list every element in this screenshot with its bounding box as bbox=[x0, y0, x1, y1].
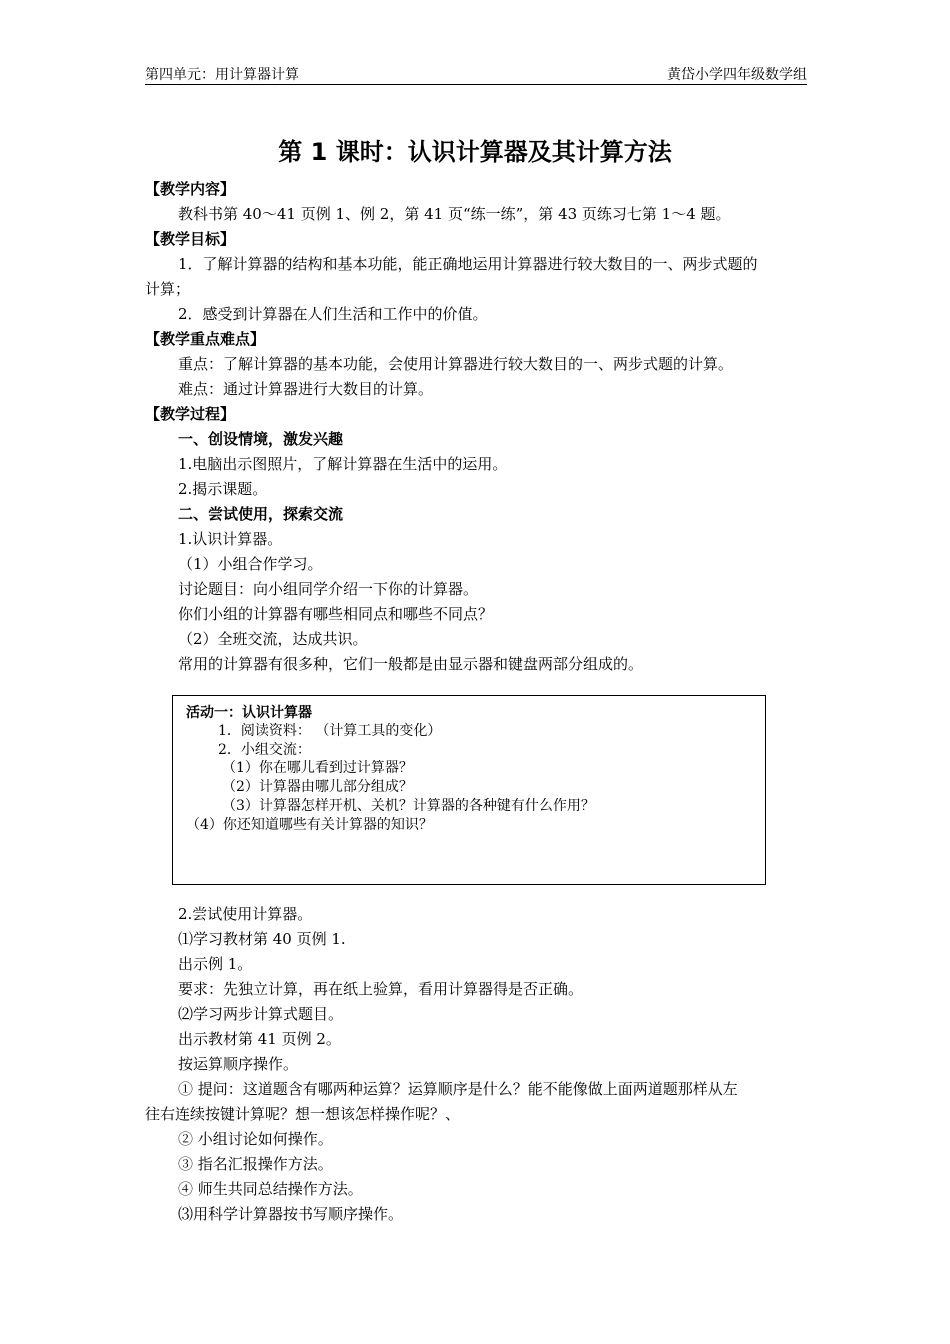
activity-title: 活动一：认识计算器 bbox=[186, 705, 312, 721]
after-item-10: ② 小组讨论如何操作。 bbox=[178, 1130, 333, 1148]
after-item-9: 往右连续按键计算呢？想一想该怎样操作呢？、 bbox=[145, 1105, 461, 1123]
section-2-item-2: （1）小组合作学习。 bbox=[178, 555, 323, 573]
key-point: 重点：了解计算器的基本功能，会使用计算器进行较大数目的一、两步式题的计算。 bbox=[178, 355, 734, 373]
after-item-3: 出示例 1。 bbox=[178, 955, 253, 973]
after-item-4: 要求：先独立计算，再在纸上验算，看用计算器得是否正确。 bbox=[178, 980, 584, 998]
heading-content: 【教学内容】 bbox=[145, 180, 236, 198]
lesson-title: 第 1 课时：认识计算器及其计算方法 bbox=[278, 138, 672, 166]
section-1-item-1: 1.电脑出示图照片，了解计算器在生活中的运用。 bbox=[178, 455, 508, 473]
paragraph-content: 教科书第 40～41 页例 1、例 2，第 41 页“练一练”，第 43 页练习七第 1～4 题。 bbox=[178, 205, 731, 223]
activity-line-3: （1）你在哪儿看到过计算器？ bbox=[222, 760, 413, 776]
heading-goals: 【教学目标】 bbox=[145, 230, 236, 248]
activity-line-5: （3）计算器怎样开机、关机？计算器的各种键有什么作用？ bbox=[222, 798, 595, 814]
after-item-8: ① 提问：这道题含有哪两种运算？运算顺序是什么？能不能像做上面两道题那样从左 bbox=[178, 1080, 738, 1098]
after-item-1: 2.尝试使用计算器。 bbox=[178, 905, 313, 923]
heading-process: 【教学过程】 bbox=[145, 405, 236, 423]
activity-line-1: 1．阅读资料： （计算工具的变化） bbox=[218, 723, 442, 739]
after-item-13: ⑶用科学计算器按书写顺序操作。 bbox=[178, 1205, 404, 1223]
goal-1-cont: 计算； bbox=[145, 280, 191, 298]
section-2-item-4: 你们小组的计算器有哪些相同点和哪些不同点？ bbox=[178, 605, 494, 623]
section-2-title: 二、尝试使用，探索交流 bbox=[178, 505, 344, 523]
header-unit: 第四单元：用计算器计算 bbox=[145, 67, 299, 83]
section-1-item-2: 2.揭示课题。 bbox=[178, 480, 268, 498]
page-header bbox=[145, 62, 807, 85]
section-2-item-1: 1.认识计算器。 bbox=[178, 530, 283, 548]
activity-line-4: （2）计算器由哪儿部分组成？ bbox=[222, 779, 413, 795]
after-item-11: ③ 指名汇报操作方法。 bbox=[178, 1155, 333, 1173]
heading-key-points: 【教学重点难点】 bbox=[145, 330, 266, 348]
after-item-2: ⑴学习教材第 40 页例 1. bbox=[178, 930, 346, 948]
after-item-6: 出示教材第 41 页例 2。 bbox=[178, 1030, 341, 1048]
section-2-item-3: 讨论题目：向小组同学介绍一下你的计算器。 bbox=[178, 580, 479, 598]
section-1-title: 一、创设情境，激发兴趣 bbox=[178, 430, 344, 448]
difficulty: 难点：通过计算器进行大数目的计算。 bbox=[178, 380, 434, 398]
after-item-7: 按运算顺序操作。 bbox=[178, 1055, 299, 1073]
after-item-12: ④ 师生共同总结操作方法。 bbox=[178, 1180, 363, 1198]
header-school: 黄岱小学四年级数学组 bbox=[667, 67, 807, 83]
section-2-item-5: （2）全班交流，达成共识。 bbox=[178, 630, 368, 648]
goal-1: 1．了解计算器的结构和基本功能，能正确地运用计算器进行较大数目的一、两步式题的 bbox=[178, 255, 758, 273]
after-item-5: ⑵学习两步计算式题目。 bbox=[178, 1005, 344, 1023]
section-2-item-6: 常用的计算器有很多种，它们一般都是由显示器和键盘两部分组成的。 bbox=[178, 655, 644, 673]
activity-line-6: （4）你还知道哪些有关计算器的知识？ bbox=[186, 817, 433, 833]
goal-2: 2．感受到计算器在人们生活和工作中的价值。 bbox=[178, 305, 488, 323]
activity-line-2: 2．小组交流： bbox=[218, 742, 311, 758]
